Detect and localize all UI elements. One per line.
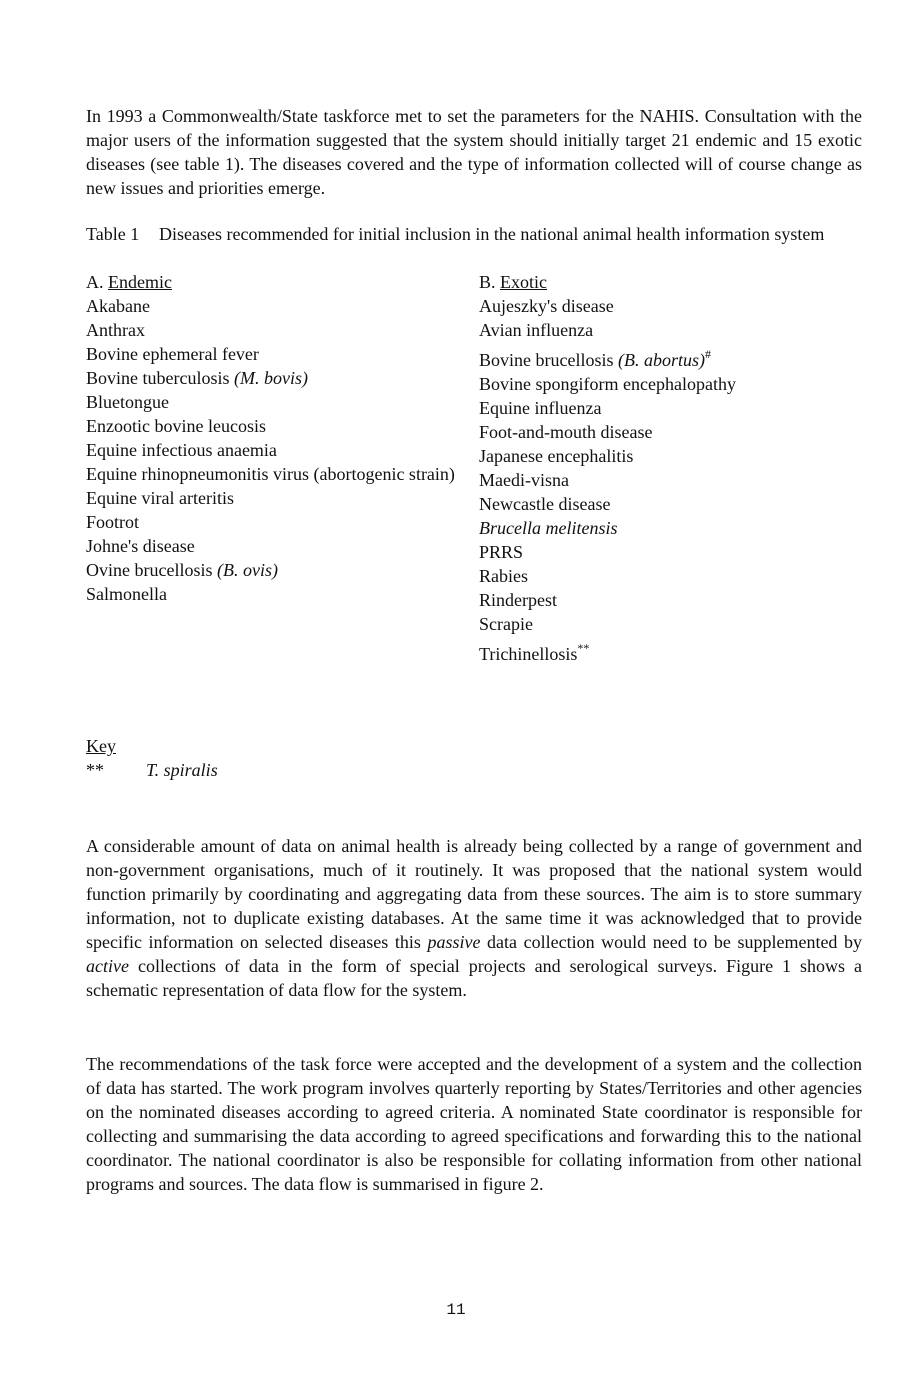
exotic-heading-text: Exotic (500, 272, 548, 292)
exotic-item-text: Bovine brucellosis (479, 350, 614, 370)
exotic-item: Avian influenza (479, 320, 594, 340)
exotic-item: Equine influenza (479, 398, 602, 418)
key-heading: Key (86, 736, 116, 756)
ovis-note: (B. ovis) (216, 560, 278, 580)
endemic-item-tb (86, 366, 464, 390)
para2-passive: passive (427, 932, 481, 952)
exotic-item: Scrapie (479, 614, 533, 634)
disease-table (86, 270, 862, 670)
exotic-heading (479, 270, 862, 294)
endemic-item-text: Ovine brucellosis (86, 560, 213, 580)
tb-note: (M. bovis) (233, 368, 308, 388)
exotic-item: Rabies (479, 566, 528, 586)
endemic-item: Anthrax (86, 320, 145, 340)
paragraph-recommendations: The recommendations of the task force were accepted and the development of a system and the collection of data has started. The work program involves quarterly reporting by States/Territories and other agencies on the nominated diseases according to agreed criteria. A nominated State coordinator is responsible for collecting and summarising the data according to agreed specifications and forwarding this to the national coordinator. The national coordinator is also be responsible for collating information from other national programs and sources. The data flow is summarised in figure 2. (86, 1054, 862, 1194)
exotic-item-trich (479, 636, 862, 666)
exotic-item-italic (479, 516, 862, 540)
para2-text-c: collections of data in the form of special projects and serological surveys. Figure 1 shows a schematic representation of data flow for the system. (86, 956, 862, 1000)
para2-text-b: data collection would need to be supplemented by (487, 932, 863, 952)
exotic-item: Bovine spongiform encephalopathy (479, 374, 736, 394)
exotic-prefix: B. (479, 272, 496, 292)
endemic-item: Equine rhinopneumonitis virus (abortogenic strain) (86, 464, 455, 484)
table-label: Table 1 (86, 224, 140, 244)
exotic-item: PRRS (479, 542, 524, 562)
table-caption (86, 222, 862, 246)
endemic-item: Salmonella (86, 584, 167, 604)
endemic-item: Akabane (86, 296, 150, 316)
endemic-heading (86, 270, 464, 294)
endemic-column (86, 270, 464, 606)
exotic-item: Foot-and-mouth disease (479, 422, 653, 442)
page-number: 11 (446, 1301, 466, 1319)
para2-active: active (86, 956, 129, 976)
endemic-item: Footrot (86, 512, 140, 532)
endemic-item: Enzootic bovine leucosis (86, 416, 266, 436)
endemic-item: Equine viral arteritis (86, 488, 234, 508)
key-symbol: ** (86, 760, 104, 780)
endemic-item: Bovine ephemeral fever (86, 344, 259, 364)
exotic-item: Rinderpest (479, 590, 557, 610)
key-meaning: T. spiralis (146, 760, 218, 780)
endemic-item: Equine infectious anaemia (86, 440, 277, 460)
endemic-item-ovis (86, 558, 464, 582)
endemic-item: Johne's disease (86, 536, 195, 556)
paragraph-data-collection (86, 834, 862, 1002)
endemic-item: Bluetongue (86, 392, 169, 412)
intro-paragraph: In 1993 a Commonwealth/State taskforce met to set the parameters for the NAHIS. Consultation with the major users of the information suggested that the system should initially target 21 endemic and 15 exotic diseases (see table 1). The diseases covered and the type of information collected will of course change as new issues and priorities emerge. (86, 106, 862, 198)
table-key (86, 734, 218, 782)
exotic-item: Japanese encephalitis (479, 446, 634, 466)
exotic-item: Aujeszky's disease (479, 296, 614, 316)
exotic-item-text: Trichinellosis (479, 644, 578, 664)
endemic-prefix: A. (86, 272, 104, 292)
exotic-item: Newcastle disease (479, 494, 611, 514)
exotic-item-abortus (479, 342, 862, 372)
star-mark: ** (577, 641, 590, 655)
para2-text-a: A considerable amount of data on animal health is already being collected by a range of government and non-government organisations, much of it routinely. It was proposed that the national system would function primarily by coordinating and aggregating data from these sources. The aim is to store summary information, not to duplicate existing databases. At the same time it was acknowledged that to provide specific information on selected diseases this (86, 836, 862, 952)
exotic-item-text: Brucella melitensis (479, 518, 618, 538)
exotic-column (479, 270, 862, 666)
document-page (86, 104, 863, 1319)
key-row (86, 758, 218, 782)
exotic-item: Maedi-visna (479, 470, 569, 490)
abortus-note: (B. abortus) (617, 350, 705, 370)
endemic-heading-text: Endemic (108, 272, 172, 292)
endemic-item-text: Bovine tuberculosis (86, 368, 230, 388)
hash-mark: # (704, 347, 711, 361)
table-caption-text: Diseases recommended for initial inclusion in the national animal health information system (159, 224, 825, 244)
